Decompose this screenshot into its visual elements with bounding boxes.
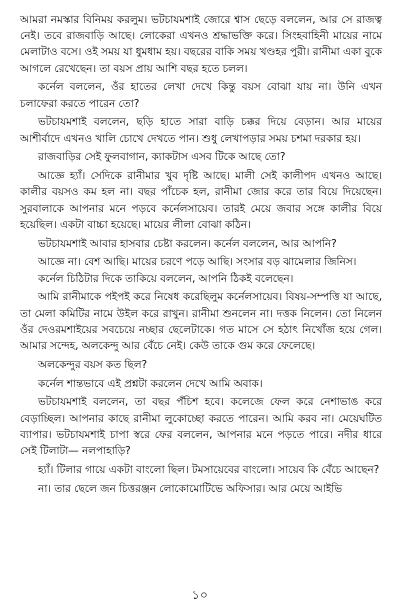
paragraph: রাজবাড়ির সেই ফুলবাগান, ক্যাকটাস এসব টিকে আছে তো?: [38, 151, 286, 164]
body-text: [20, 12, 382, 497]
paragraph: ভটচাযমশাই বললেন, তা বছর পঁচিশ হবে। কলেজে ফেল করে নেশাভাঙ করে বেড়াচ্ছিল। আপনার কাছে রানীমা লুকোচ্ছো করতে পারেন। আমি করব না। মেয়েঘটিত ব্যাপার। ভটচাযমশাই চাপা স্বরে ফের বললেন, আপনার মনে পড়তে পারে। নদীর ধারে সেই টিলাটা— নলপাহাড়ি?: [20, 396, 382, 458]
paragraph: আজ্ঞে না। বেশ আছি। মায়ের চরণে পড়ে আছি। সংসার বড় ঝামেলার জিনিস।: [38, 256, 357, 269]
paragraph: হ্যাঁ। টিলার গায়ে একটা বাংলো ছিল। টমসায়েবের বাংলো। সায়েব কি বেঁচে আছেন?: [38, 463, 380, 476]
paragraph: আমি রানীমাকে পইপই করে নিষেধ করেছিলুম কর্নেলসায়েব। বিষয়-সম্পত্তি যা আছে, তা মেলা কমিটির নামে উইল করে রাখুন। রানীমা শুনলেন না। দত্তক নিলেন। তো নিলেন ওঁর দেওরমশাইয়ের সবচেয়ে নচ্ছার ছেলেটাকে। গত মাসে সে হঠাৎ নিখোঁজ হয়ে গেল। আমার সন্দেহ, অলকেন্দু আর বেঁচে নেই। কেউ তাকে গুম করে ফেলেছে।: [20, 291, 382, 353]
paragraph: অলকেন্দুর বয়স কত ছিল?: [38, 358, 148, 371]
page-number: ১০: [191, 588, 209, 602]
paragraph: আজ্ঞে হ্যাঁ। সেদিকে রানীমার খুব দৃষ্টি আছে। মালী সেই কালীপদ এখনও আছে। কালীর বয়সও কম হল না। বছর পাঁচেক হল, রানীমা জোর করে তার বিয়ে দিয়েছেন। সুরবালাকে আপনার মনে পড়বে কর্নেলসায়েব। তারই মেয়ে জবার সঙ্গে কালীর বিয়ে হয়েছিল। একটা বাচ্চা হয়েছে। মায়ের লীলা বোঝা কঠিন।: [20, 170, 382, 231]
paragraph: কর্নেল শান্তভাবে এই প্রশ্নটা করলেন দেখে আমি অবাক।: [38, 377, 263, 390]
paragraph: ভটচাযমশাই আবার হাসবার চেষ্টা করলেন। কর্নেল বললেন, আর আপনি?: [38, 237, 337, 250]
paragraph: না। তার ছেলে জন চিত্তরঞ্জন লোকোমোটিভে অফিসার। আর মেয়ে আইভি: [38, 482, 343, 495]
paragraph: কর্নেল চিঠিটার দিকে তাকিয়ে বললেন, আপনি ঠিকই বলেছেন।: [38, 272, 294, 285]
paragraph: কর্নেল বললেন, ওঁর হাতের লেখা দেখে কিন্তু বয়স বোঝা যায় না। উনি এখন চলাফেরা করতে পারেন তো?: [20, 81, 382, 110]
paragraph: ভটচাযমশাই বললেন, ছড়ি হাতে সারা বাড়ি চক্কর দিয়ে বেড়ান। আর মায়ের আশীর্বাদে এখনও খালি চোখে দেখতে পান। শুধু লেখাপড়ার সময় চশমা দরকার হয়।: [20, 116, 382, 145]
paragraph: আমরা নমস্কার বিনিময় করলুম। ভটচাযমশাই জোরে শ্বাস ছেড়ে বললেন, আর সে রাজত্ব নেই। তবে রাজবাড়ি আছে। লোকেরা এখনও শ্রদ্ধাভক্তি করে। সিংহবাহিনী মায়ের নামে মেলাটাও বসে। ওই সময় যা ধুমধাম হয়। বছরের বাকি সময় খণ্ডহর পুরী। রানীমা একা বুকে আগলে রেখেছেন। তা বয়স প্রায় আশি বছর হতে চলল।: [20, 14, 382, 75]
